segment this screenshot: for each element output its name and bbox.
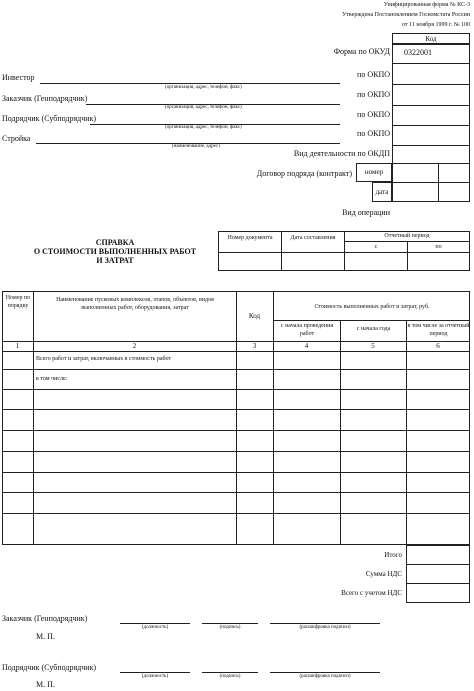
vat-value[interactable]	[406, 564, 470, 584]
doc-date-value[interactable]	[281, 252, 345, 271]
approval-date: от 11 ноября 1999 г. № 100	[402, 22, 470, 28]
okpo-label-4: по ОКПО	[357, 129, 390, 138]
col-number-4: 4	[304, 342, 309, 350]
divider	[2, 492, 470, 493]
col-start-header: с начала проведения работ	[280, 323, 334, 337]
number-cell	[356, 163, 392, 182]
sign-customer-label: Заказчик (Генподрядчик)	[2, 614, 88, 623]
doc-number-text: Номер документа	[227, 235, 273, 241]
customer-hint: (организация, адрес, телефон, факс)	[165, 105, 242, 110]
contract-label: Договор подряда (контракт)	[256, 169, 352, 178]
col-period-header: в том числе за отчетный период	[407, 323, 470, 337]
divider	[392, 63, 470, 64]
investor-hint: (организация, адрес, телефон, факс)	[165, 85, 242, 90]
doc-number-header	[218, 231, 282, 253]
divider	[392, 182, 470, 183]
sign-contractor-decoding-hint: (расшифровка подписи)	[299, 674, 351, 679]
divider	[438, 163, 439, 202]
col-number-1: 1	[15, 342, 20, 350]
total-value[interactable]	[406, 545, 470, 565]
divider	[33, 291, 34, 545]
col-number-3: 3	[252, 342, 257, 350]
sign-contractor-decoding-line[interactable]	[270, 672, 380, 673]
col-cost-header: Стоимость выполненных работ и затрат, руб.	[314, 304, 430, 310]
col-year-header: с начала года	[356, 326, 391, 332]
period-from-value[interactable]	[344, 252, 408, 271]
investor-label: Инвестор	[2, 73, 35, 82]
okud-value: 0322001	[404, 48, 432, 57]
sign-customer-stamp: М. П.	[36, 632, 55, 641]
date-label: дата	[375, 188, 389, 196]
divider	[340, 320, 341, 545]
sign-contractor-signature-hint: (подпись)	[219, 674, 241, 679]
col-number-2: 2	[132, 342, 137, 350]
divider	[2, 409, 470, 410]
col-name-header: Наименование пусковых комплексов, этапов, объектов, видов выполненных работ, оборудования, затрат	[56, 297, 214, 311]
total-vat-value[interactable]	[406, 583, 470, 603]
sign-customer-decoding-line[interactable]	[270, 623, 380, 624]
construction-hint: (наименование, адрес)	[172, 144, 220, 149]
period-to-text: по	[435, 244, 442, 250]
sign-customer-position-hint: (должность)	[141, 625, 169, 630]
divider	[2, 451, 470, 452]
sign-contractor-signature-line[interactable]	[202, 672, 258, 673]
doc-number-value[interactable]	[218, 252, 282, 271]
divider	[236, 291, 237, 545]
divider	[2, 430, 470, 431]
divider	[273, 320, 470, 321]
construction-label: Стройка	[2, 134, 31, 143]
title-line3: И ЗАТРАТ	[96, 256, 134, 265]
total-label: Итого	[384, 551, 402, 559]
doc-date-header	[281, 231, 345, 253]
divider	[2, 369, 470, 370]
title-line1: СПРАВКА	[95, 238, 135, 247]
sign-contractor-label: Подрядчик (Субподрядчик)	[2, 663, 97, 672]
period-to-value[interactable]	[407, 252, 470, 271]
row-including: в том числе:	[36, 376, 68, 382]
number-label: номер	[364, 168, 384, 176]
period-text: Отчетный период	[384, 233, 430, 239]
customer-label: Заказчик (Генподрядчик)	[2, 94, 88, 103]
divider	[2, 513, 470, 514]
okpo-label-3: по ОКПО	[357, 110, 390, 119]
sign-contractor-position-hint: (должность)	[141, 674, 169, 679]
approval-line: Утверждена Постановлением Госкомстата России	[342, 12, 470, 18]
divider	[2, 472, 470, 473]
col-code-header: Код	[248, 312, 261, 320]
total-vat-label: Всего с учетом НДС	[341, 589, 402, 597]
divider	[2, 351, 470, 352]
okpo-label-1: по ОКПО	[357, 70, 390, 79]
divider	[392, 84, 470, 85]
okdp-label: Вид деятельности по ОКДП	[293, 149, 390, 158]
code-column-box	[392, 44, 470, 202]
code-header-cell	[392, 33, 470, 44]
operation-label: Вид операции	[342, 208, 390, 217]
title-line2: О СТОИМОСТИ ВЫПОЛНЕННЫХ РАБОТ	[33, 247, 197, 256]
okud-label: Форма по ОКУД	[333, 47, 390, 56]
col-number-5: 5	[371, 342, 375, 350]
divider	[392, 125, 470, 126]
sign-contractor-stamp: М. П.	[36, 680, 55, 689]
period-from-text: с	[374, 244, 378, 250]
divider	[2, 389, 470, 390]
code-header: Код	[425, 35, 437, 43]
date-cell	[372, 182, 392, 202]
sign-customer-signature-line[interactable]	[202, 623, 258, 624]
sign-contractor-position-line[interactable]	[120, 672, 190, 673]
investor-line[interactable]	[40, 83, 340, 84]
doc-date-text: Дата составления	[290, 235, 336, 241]
divider	[406, 320, 407, 545]
divider	[392, 105, 470, 106]
sign-customer-signature-hint: (подпись)	[219, 625, 241, 630]
divider	[392, 145, 470, 146]
sign-customer-decoding-hint: (расшифровка подписи)	[299, 625, 351, 630]
sign-customer-position-line[interactable]	[120, 623, 190, 624]
form-number: Унифицированная форма № КС-3	[383, 2, 470, 8]
col-num-header: Номер по порядку	[5, 295, 31, 309]
okpo-label-2: по ОКПО	[357, 90, 390, 99]
contractor-label: Подрядчик (Субподрядчик)	[2, 114, 97, 123]
row-total-works: Всего работ и затрат, включаемых в стоимость работ	[36, 356, 172, 362]
col-number-6: 6	[436, 342, 440, 350]
vat-label: Сумма НДС	[365, 570, 402, 578]
contractor-hint: (организация, адрес, телефон, факс)	[165, 125, 242, 130]
divider	[392, 163, 470, 164]
